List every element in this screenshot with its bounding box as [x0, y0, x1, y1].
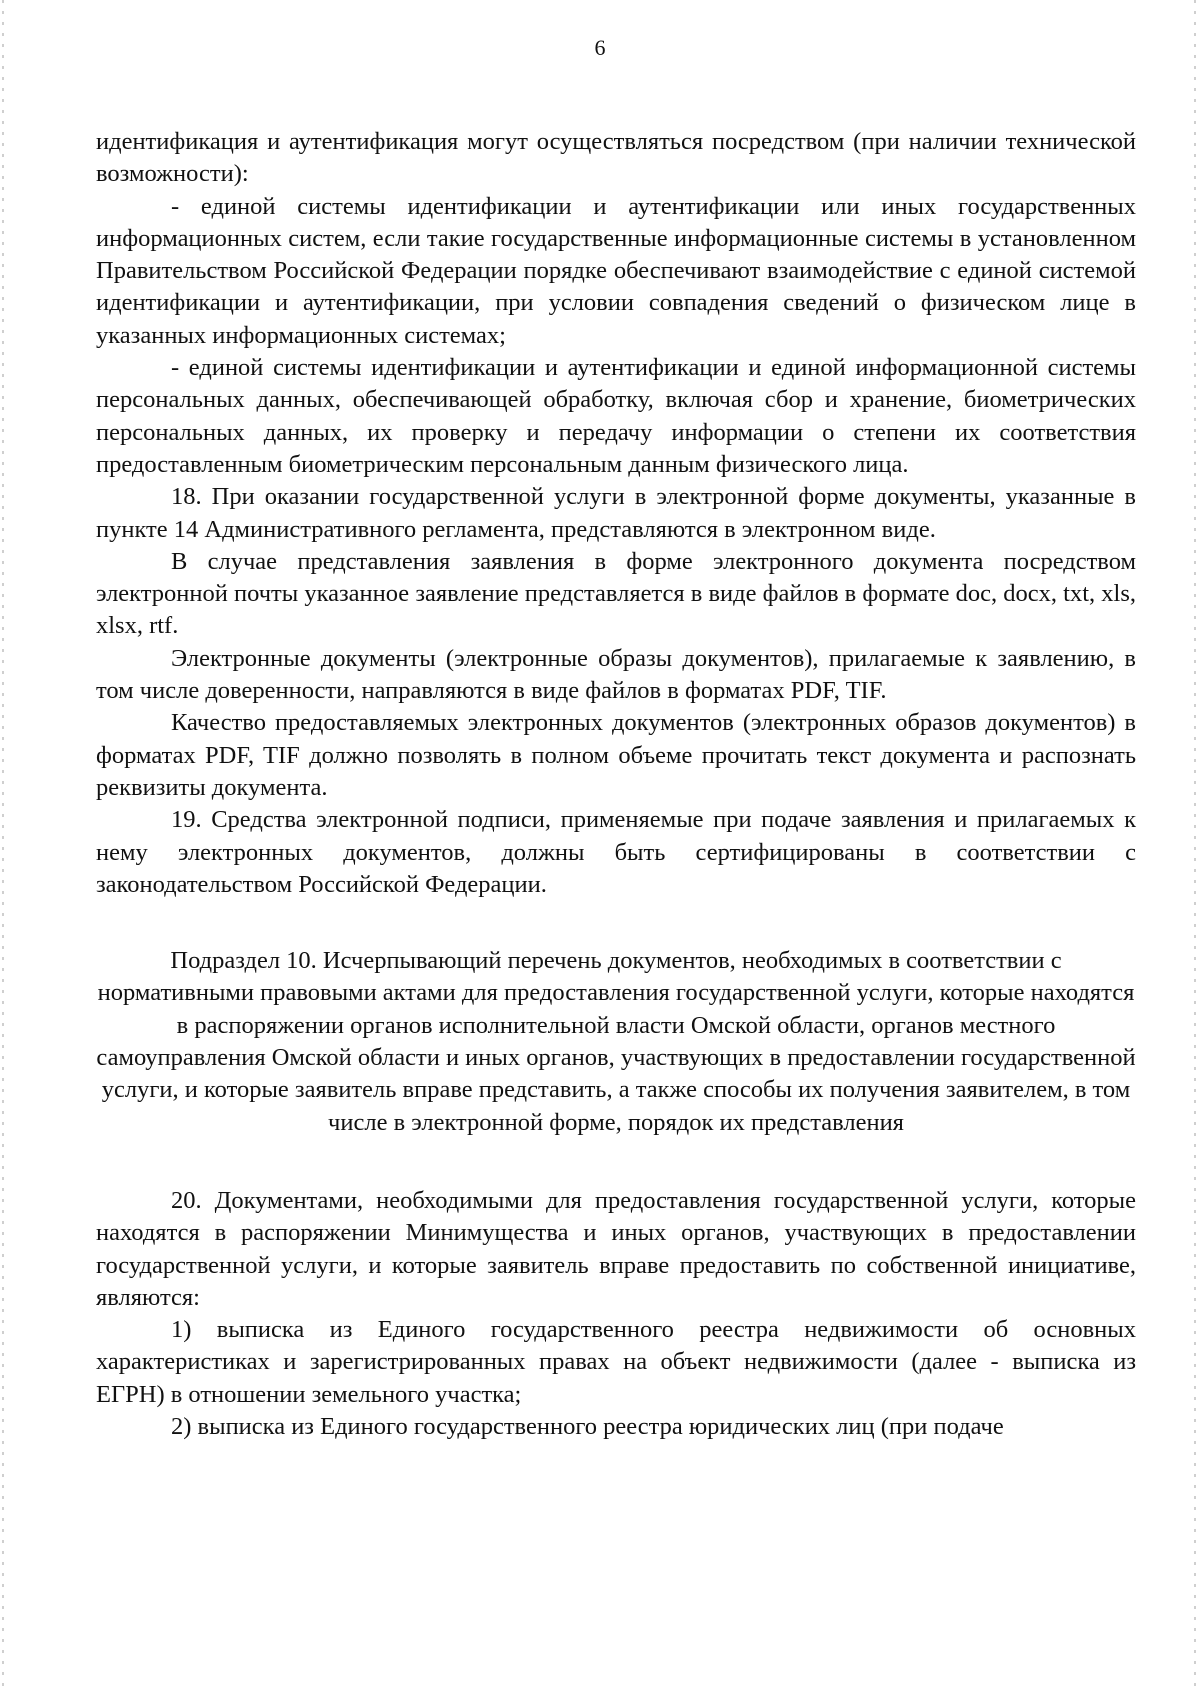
- document-body: [96, 126, 1136, 1443]
- scan-edge-left: [2, 0, 4, 1686]
- paragraph-item-18: 18. При оказании государственной услуги в электронной форме документы, указанные в пункте 14 Административного регламента, представляются в электронном виде.: [96, 483, 1136, 543]
- page-number: 6: [594, 35, 606, 60]
- scan-edge-right: [1194, 0, 1196, 1686]
- paragraph-item-20: 20. Документами, необходимыми для предоставления государственной услуги, которые находятся в распоряжении Минимущества и иных органов, участвующих в предоставлении государственной услуги, и которые заявитель вправе предоставить по собственной инициативе, являются:: [96, 1186, 1136, 1311]
- paragraph-email-formats: В случае представления заявления в форме электронного документа посредством электронной почты указанное заявление представляется в виде файлов в формате doc, docx, txt, xls, xlsx, rtf.: [96, 547, 1136, 640]
- paragraph-attachment-formats: Электронные документы (электронные образы документов), прилагаемые к заявлению, в том числе доверенности, направляются в виде файлов в форматах PDF, TIF.: [96, 644, 1136, 705]
- paragraph-biometric-item: - единой системы идентификации и аутентификации и единой информационной системы персональных данных, обеспечивающей обработку, включая сбор и хранение, биометрических персональных данных, их проверку и передачу информации о степени их соответствия предоставленным биометрическим персональным данным физического лица.: [96, 354, 1136, 478]
- paragraph-esia-item: - единой системы идентификации и аутентификации или иных государственных информационных систем, если такие государственные информационные системы в установленном Правительством Российской Федерации порядке обеспечивают взаимодействие с единой системой идентификации и аутентификации, при условии совпадения сведений о физическом лице в указанных информационных системах;: [96, 192, 1136, 349]
- spacer: [96, 1139, 1136, 1185]
- paragraph-item-19: 19. Средства электронной подписи, применяемые при подаче заявления и прилагаемых к нему электронных документов, должны быть сертифицированы в соответствии с законодательством Российской Федерации.: [96, 806, 1136, 898]
- paragraph-identification-intro: идентификация и аутентификация могут осуществляться посредством (при наличии технической возможности):: [96, 128, 1136, 188]
- spacer: [96, 901, 1136, 945]
- paragraph-list-item-2: 2) выписка из Единого государственного реестра юридических лиц (при подаче: [171, 1412, 1004, 1440]
- paragraph-list-item-1: 1) выписка из Единого государственного реестра недвижимости об основных характеристиках и зарегистрированных правах на объект недвижимости (далее - выписка из ЕГРН) в отношении земельного участка;: [96, 1316, 1136, 1408]
- section-heading: Подраздел 10. Исчерпывающий перечень документов, необходимых в соответствии с нормативными правовыми актами для предоставления государственной услуги, которые находятся в распоряжении органов исполнительной власти Омской области, органов местного самоуправления Омской области и иных органов, участвующих в предоставлении государственной услуги, и которые заявитель вправе представить, а также способы их получения заявителем, в том числе в электронной форме, порядок их представления: [96, 947, 1136, 1136]
- paragraph-quality: Качество предоставляемых электронных документов (электронных образов документов) в форматах PDF, TIF должно позволять в полном объеме прочитать текст документа и распознать реквизиты документа.: [96, 709, 1136, 801]
